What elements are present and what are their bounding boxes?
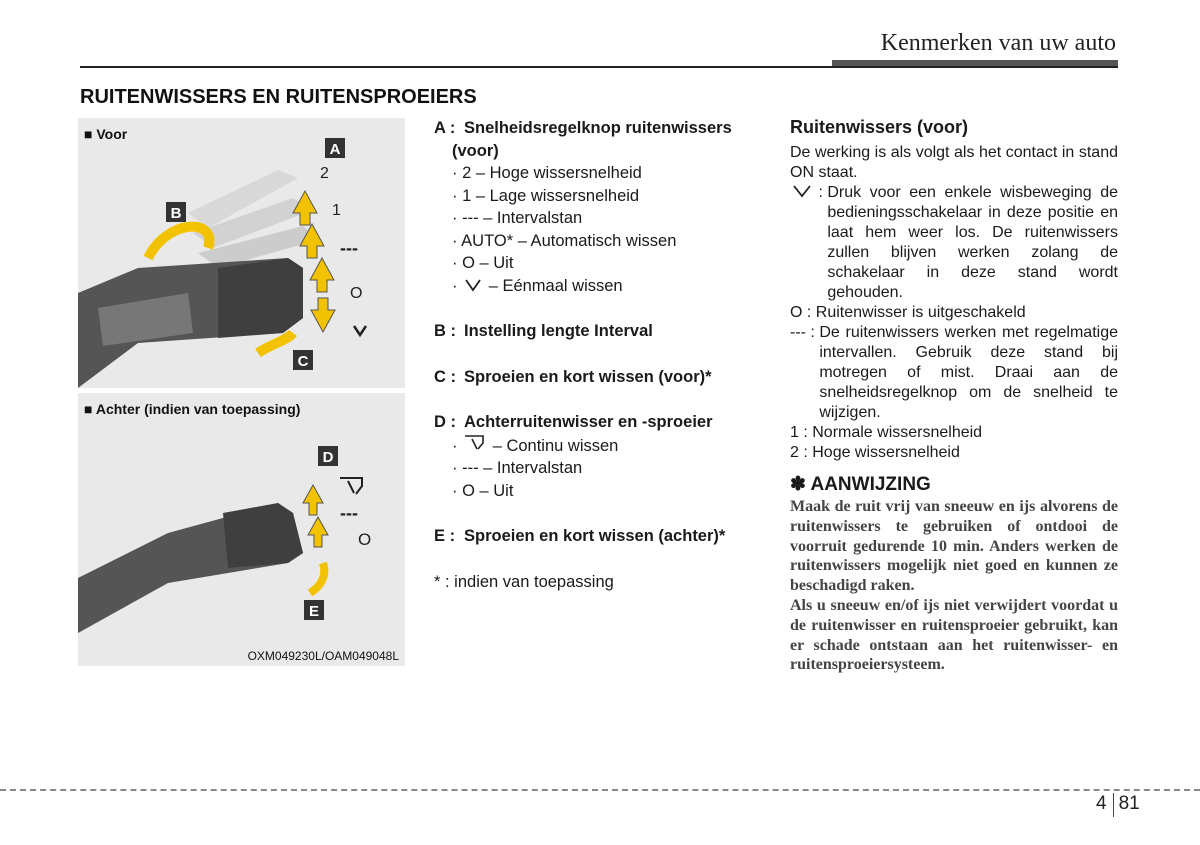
legend-e: E : Sproeien en kort wissen (achter)* (434, 527, 726, 545)
footer-dashed-rule (0, 789, 1200, 791)
rear-stalk-knob (223, 503, 303, 568)
interval-description: --- : De ruitenwissers werken met regelmatige intervallen. Gebruik deze stand bij motregen of mist. Draai aan de snelheidsregelknop om de snelheid te wijzigen. (790, 324, 1118, 421)
rear-label-dashes: --- (340, 503, 358, 523)
label-c: C (297, 353, 309, 370)
off-description: O : Ruitenwisser is uitgeschakeld (790, 304, 1026, 321)
note-paragraph-2: Als u sneeuw en/of ijs niet verwijdert voordat u de ruitenwisser en ruitensproeier gebruikt, kan er schade ontstaan aan het ruitenwisser- en ruitensproeiersysteem. (790, 596, 1118, 674)
front-figure-caption: ■ Voor (84, 126, 128, 142)
legend-c: C : Sproeien en kort wissen (voor)* (434, 367, 712, 386)
legend-a-item: · 2 – Hoge wissersnelheid (452, 164, 642, 182)
rear-label-off: O (358, 530, 372, 549)
page-number: 4 81 (1096, 793, 1140, 814)
front-wiper-figure (78, 118, 405, 388)
legend-a-item-mist: · – Eénmaal wissen (452, 276, 623, 295)
label-pos-2: 2 (320, 165, 329, 182)
note-paragraph-1: Maak de ruit vrij van sneeuw en ijs alvorens de ruitenwissers te gebruiken of ontdooi de voorruit gedurende 10 min. Anders werken de ruitenwissers mogelijk niet goed en kunnen ze beschadigd raken. (790, 498, 1118, 595)
high-speed-description: 2 : Hoge wissersnelheid (790, 444, 960, 461)
mist-icon (790, 184, 814, 198)
label-pos-1: 1 (332, 202, 341, 219)
label-d: D (322, 449, 334, 466)
subsection-heading: Ruitenwissers (voor) (790, 117, 969, 137)
legend-a-item: · AUTO* – Automatisch wissen (452, 231, 677, 250)
arrow-down-icon (311, 298, 335, 332)
section-title: RUITENWISSERS EN RUITENSPROEIERS (80, 86, 477, 108)
legend-d-item-continuous: · – Continu wissen (434, 434, 764, 458)
mist-icon (462, 278, 484, 292)
page-number-separator (1113, 793, 1114, 817)
legend-a-item: · 1 – Lage wissersnelheid (452, 186, 640, 205)
image-code: OXM049230L/OAM049048L (247, 649, 399, 663)
rear-figure-caption: ■ Achter (indien van toepassing) (84, 401, 301, 417)
front-stalk-illustration (78, 118, 405, 388)
mist-description: : Druk voor een enkele wisbeweging de bedieningsschakelaar in deze positie en laat hem weer los. De ruitenwissers zullen blijven werken zolang de schakelaar in deze stand wordt gehouden. (790, 183, 1118, 303)
arrow-up-int-icon (310, 258, 334, 292)
label-a: A (329, 141, 341, 158)
legend-a: A : Snelheidsregelknop ruitenwissers (434, 119, 732, 137)
legend-a-item: · --- – Intervalstan (452, 209, 583, 227)
rear-push-arrow-icon (310, 563, 324, 593)
label-b: B (170, 205, 182, 222)
intro-paragraph: De werking is als volgt als het contact in stand ON staat. (790, 144, 1118, 181)
legend-b: B : Instelling lengte Interval (434, 322, 653, 340)
arrow-up-2-icon (293, 191, 317, 225)
normal-speed-description: 1 : Normale wissersnelheid (790, 424, 983, 441)
header-rule (80, 66, 1118, 68)
legend-d: D : Achterruitenwisser en -sproeier (434, 413, 713, 431)
rear-wiper-glyph-icon (340, 478, 362, 494)
page-header-title: Kenmerken van uw auto (880, 30, 1116, 56)
legend-d-item: · --- – Intervalstan (452, 459, 583, 477)
legend-a-cont: (voor) (452, 141, 499, 160)
front-wiper-description (790, 117, 1118, 675)
legend-a-item: · O – Uit (452, 254, 514, 272)
rear-arrow-up-1-icon (303, 485, 323, 515)
rear-stalk-illustration (78, 393, 405, 666)
footnote: * : indien van toepassing (434, 572, 614, 591)
note-heading: ✽ AANWIJZING (790, 474, 931, 495)
label-dashes: --- (340, 238, 358, 258)
pull-arrow-icon (258, 333, 293, 353)
rear-wiper-icon (462, 434, 488, 452)
label-e: E (308, 603, 320, 620)
stalk-knob (218, 258, 303, 338)
label-off: O (350, 285, 363, 302)
rear-wiper-figure (78, 393, 405, 666)
legend-d-item: · O – Uit (452, 481, 514, 500)
mist-glyph-icon (354, 326, 366, 335)
control-legend (434, 117, 764, 593)
rear-arrow-up-2-icon (308, 517, 328, 547)
